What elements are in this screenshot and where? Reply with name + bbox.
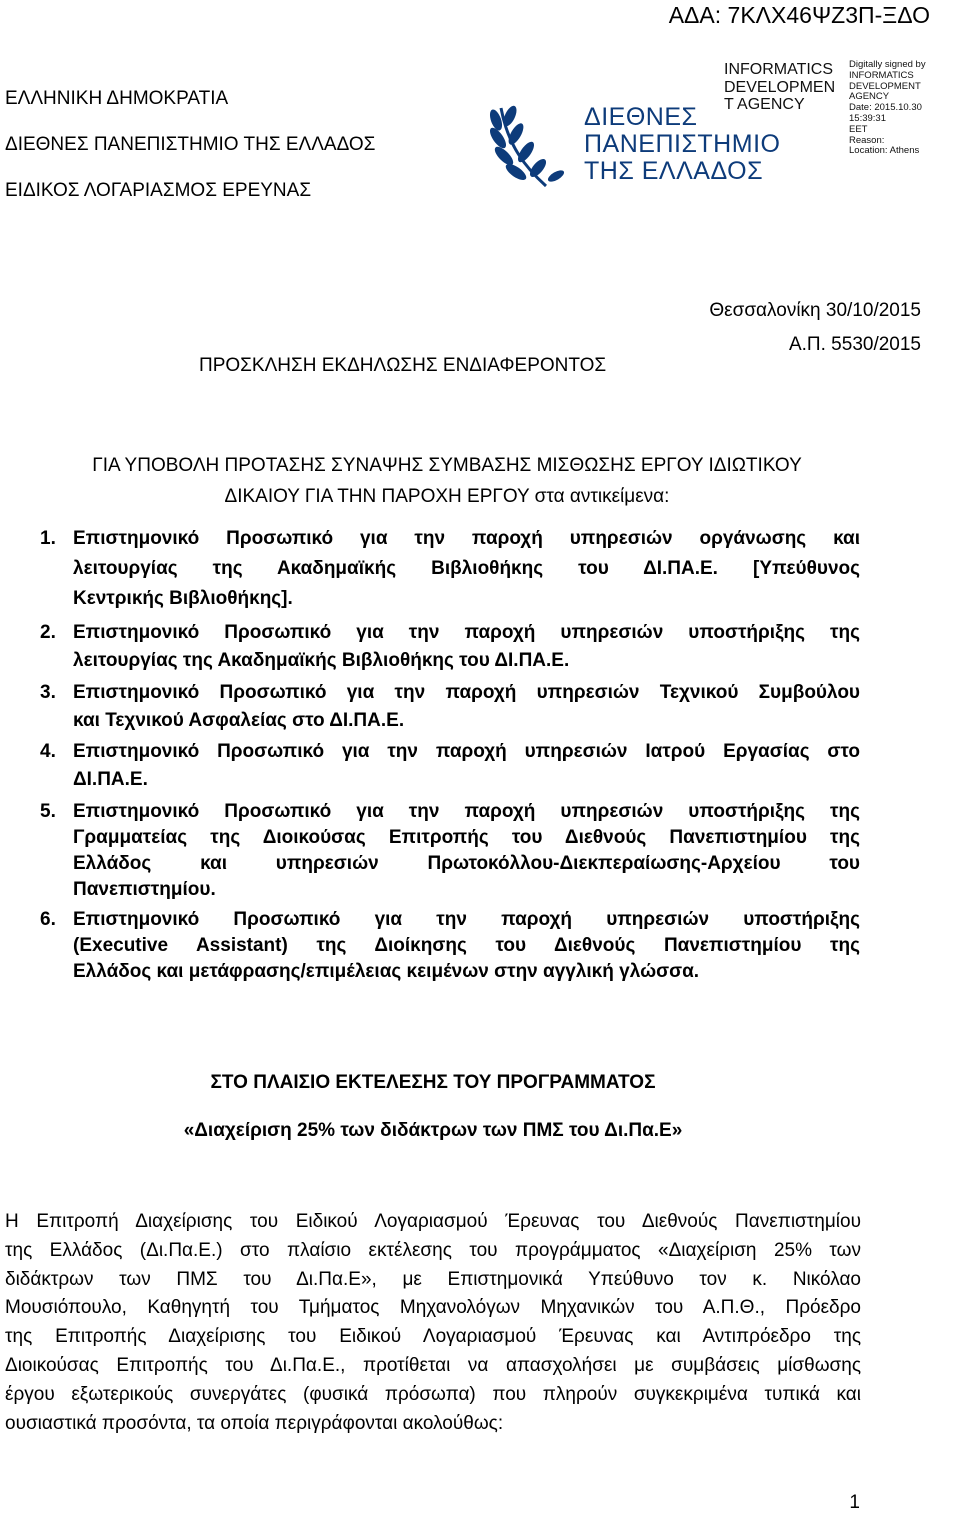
digital-signature-block xyxy=(849,60,960,157)
signer-line-1: INFORMATICS xyxy=(724,61,834,78)
body-paragraph xyxy=(5,1208,861,1438)
list-item-number: 6. xyxy=(40,909,56,930)
list-item-line: Επιστημονικό Προσωπικό για την παροχή υπηρεσιών υποστήριξης της xyxy=(73,622,860,643)
logo-line-1: ΔΙΕΘΝΕΣ xyxy=(584,103,698,131)
list-item-number: 4. xyxy=(40,741,56,762)
subjects-list xyxy=(40,524,860,985)
list-item-number: 3. xyxy=(40,682,56,703)
list-item-line: Επιστημονικό Προσωπικό για την παροχή υπηρεσιών υποστήριξης xyxy=(73,909,860,930)
body-line: Μουσιόπουλο, Καθηγητή του Τμήματος Μηχανολόγων Μηχανικών του Α.Π.Θ., Πρόεδρο xyxy=(5,1297,861,1319)
list-item-line: Κεντρικής Βιβλιοθήκης]. xyxy=(73,588,293,609)
subject-line-2: ΔΙΚΑΙΟΥ ΓΙΑ ΤΗΝ ΠΑΡΟΧΗ ΕΡΓΟΥ στα αντικείμενα: xyxy=(224,486,670,507)
logo-line-2: ΠΑΝΕΠΙΣΤΗΜΙΟ xyxy=(584,130,781,158)
signature-line: Location: Athens xyxy=(849,145,920,157)
header-republic: ΕΛΛΗΝΙΚΗ ΔΗΜΟΚΡΑΤΙΑ xyxy=(5,88,229,109)
list-item xyxy=(40,907,860,985)
list-item-line: Πανεπιστημίου. xyxy=(73,879,216,900)
list-item-line: Επιστημονικό Προσωπικό για την παροχή υπηρεσιών Τεχνικού Συμβούλου xyxy=(73,682,860,703)
protocol-number: Α.Π. 5530/2015 xyxy=(788,334,921,355)
logo-line-3: ΤΗΣ ΕΛΛΑΔΟΣ xyxy=(584,157,764,185)
list-item-line: Ελλάδος και υπηρεσιών Πρωτοκόλλου-Διεκπεραίωσης-Αρχείου του xyxy=(73,853,860,874)
signer-name xyxy=(724,61,835,114)
list-item xyxy=(40,738,860,794)
header-university: ΔΙΕΘΝΕΣ ΠΑΝΕΠΙΣΤΗΜΙΟ ΤΗΣ ΕΛΛΑΔΟΣ xyxy=(5,134,376,155)
list-item-text xyxy=(73,799,860,903)
list-item-number: 5. xyxy=(40,801,56,822)
logo-text xyxy=(584,104,780,185)
signature-line: DEVELOPMENT AGENCY xyxy=(849,80,921,103)
list-item-text xyxy=(73,524,860,614)
list-item-line: ΔΙ.ΠΑ.Ε. xyxy=(73,769,148,790)
list-item-line: Επιστημονικό Προσωπικό για την παροχή υπηρεσιών υποστήριξης της xyxy=(73,801,860,822)
list-item xyxy=(40,799,860,903)
list-item-line: Γραμματείας της Διοικούσας Επιτροπής του Διεθνούς Πανεπιστημίου της xyxy=(73,827,860,848)
body-line: της Επιτροπής Διαχείρισης του Ειδικού Λογαριασμού Έρευνας και Αντιπρόεδρο της xyxy=(5,1326,861,1348)
body-line: Διοικούσας Επιτροπής του Δι.Πα.Ε., προτίθεται να απασχολήσει με συμβάσεις μίσθωσης xyxy=(5,1354,861,1376)
list-item-text xyxy=(73,738,860,794)
list-item-line: λειτουργίας της Ακαδημαϊκής Βιβλιοθήκης του ΔΙ.ΠΑ.Ε. [Υπεύθυνος xyxy=(73,558,860,579)
subject-line-1: ΓΙΑ ΥΠΟΒΟΛΗ ΠΡΟΤΑΣΗΣ ΣΥΝΑΨΗΣ ΣΥΜΒΑΣΗΣ ΜΙΣΘΩΣΗΣ ΕΡΓΟΥ ΙΔΙΩΤΙΚΟΥ xyxy=(92,455,802,476)
program-heading: ΣΤΟ ΠΛΑΙΣΙΟ ΕΚΤΕΛΕΣΗΣ ΤΟΥ ΠΡΟΓΡΑΜΜΑΤΟΣ xyxy=(210,1072,656,1093)
list-item-text xyxy=(73,907,860,985)
list-item-text xyxy=(73,679,860,735)
list-item xyxy=(40,679,860,735)
body-line: διδάκτρων των ΠΜΣ του Δι.Πα.Ε», με Επιστημονικά Υπεύθυνο τον κ. Νικόλαο xyxy=(5,1268,861,1290)
signer-line-3: T AGENCY xyxy=(724,96,805,113)
signature-line: Reason: xyxy=(849,134,885,146)
header-account: ΕΙΔΙΚΟΣ ΛΟΓΑΡΙΑΣΜΟΣ ΕΡΕΥΝΑΣ xyxy=(5,180,312,201)
list-item-number: 2. xyxy=(40,622,56,643)
list-item xyxy=(40,524,860,614)
list-item-line: και Τεχνικού Ασφαλείας στο ΔΙ.ΠΑ.Ε. xyxy=(73,710,405,731)
body-line: έργου εξωτερικούς συνεργάτες (φυσικά πρόσωπα) που πληρούν συγκεκριμένα τυπικά και xyxy=(5,1383,861,1405)
body-line: Η Επιτροπή Διαχείρισης του Ειδικού Λογαριασμού Έρευνας του Διεθνούς Πανεπιστημίου xyxy=(5,1211,861,1232)
page-number: 1 xyxy=(849,1492,860,1513)
list-item-line: (Executive Assistant) της Διοίκησης του Διεθνούς Πανεπιστημίου της xyxy=(73,935,860,956)
subject xyxy=(37,450,857,512)
body-line: ουσιαστικά προσόντα, τα οποία περιγράφονται ακολούθως: xyxy=(5,1412,504,1434)
olive-branch-icon xyxy=(486,98,581,190)
list-item-line: λειτουργίας της Ακαδημαϊκής Βιβλιοθήκης του ΔΙ.ΠΑ.Ε. xyxy=(73,650,570,671)
document-title: ΠΡΟΣΚΛΗΣΗ ΕΚΔΗΛΩΣΗΣ ΕΝΔΙΑΦΕΡΟΝΤΟΣ xyxy=(199,355,607,376)
signature-line: Digitally signed by xyxy=(849,59,926,70)
signer-line-2: DEVELOPMEN xyxy=(724,78,836,96)
list-item xyxy=(40,619,860,675)
list-item-text xyxy=(73,619,860,675)
list-item-line: Επιστημονικό Προσωπικό για την παροχή υπηρεσιών Ιατρού Εργασίας στο xyxy=(73,741,860,762)
document-date: Θεσσαλονίκη 30/10/2015 xyxy=(709,300,921,321)
signature-line: Date: 2015.10.30 15:39:31 xyxy=(849,102,922,124)
body-line: της Ελλάδος (Δι.Πα.Ε.) στο πλαίσιο εκτέλεσης του προγράμματος «Διαχείριση 25% των xyxy=(5,1239,861,1261)
signature-line: INFORMATICS xyxy=(849,69,914,81)
signature-line: EET xyxy=(849,123,868,135)
list-item-line: Ελλάδος και μετάφρασης/επιμέλειας κειμένων στην αγγλική γλώσσα. xyxy=(73,961,700,982)
program-name: «Διαχείριση 25% των διδάκτρων των ΠΜΣ του Δι.Πα.Ε» xyxy=(183,1120,683,1141)
ada-code: ΑΔΑ: 7ΚΛΧ46ΨΖ3Π-ΞΔΟ xyxy=(668,2,930,28)
list-item-number: 1. xyxy=(40,528,56,549)
list-item-line: Επιστημονικό Προσωπικό για την παροχή υπηρεσιών οργάνωσης και xyxy=(73,528,860,549)
